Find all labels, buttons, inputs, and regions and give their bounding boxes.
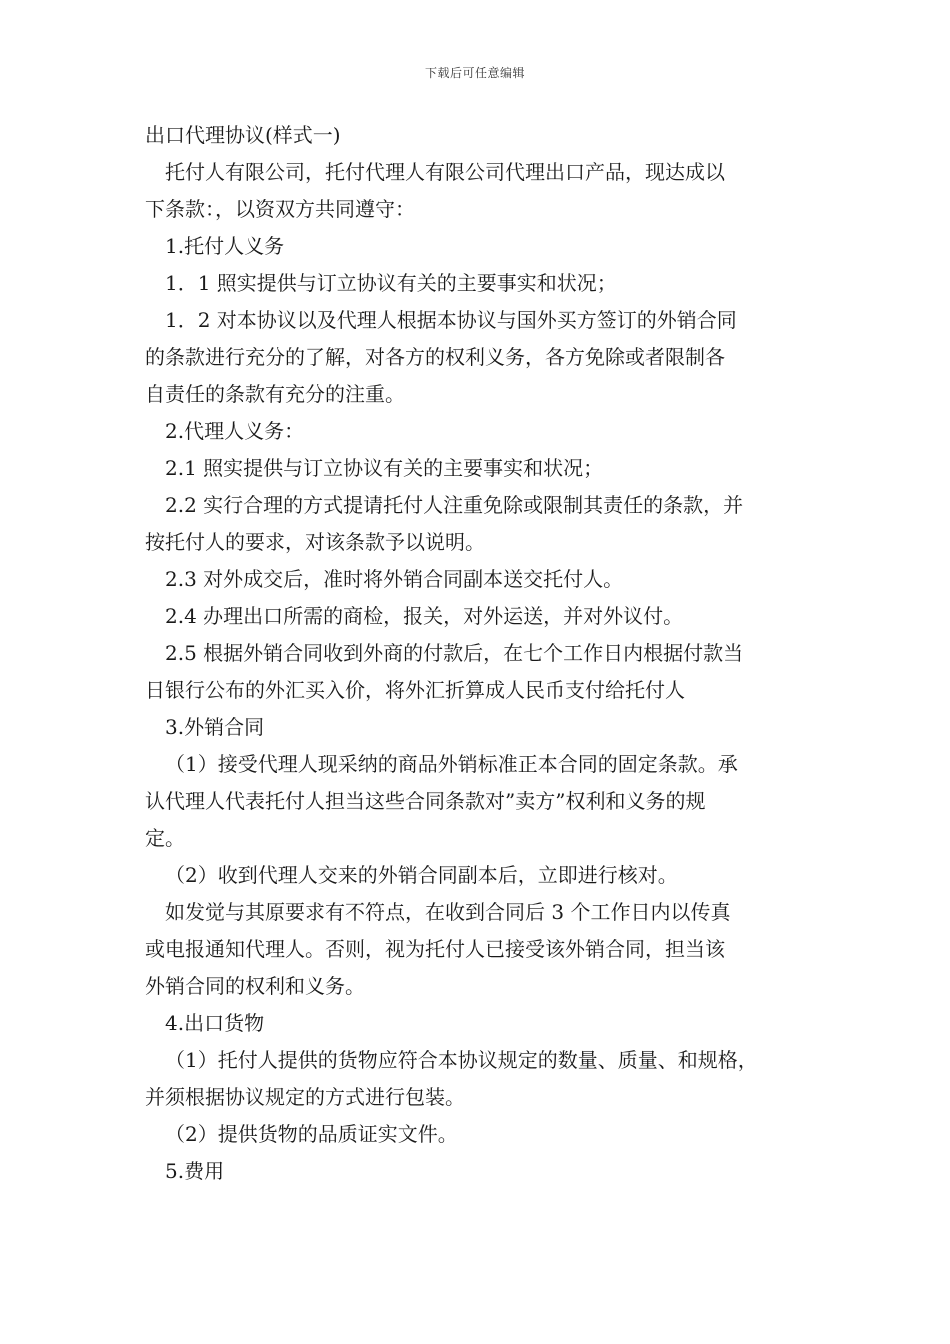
paragraph-line: （2）收到代理人交来的外销合同副本后，立即进行核对。 (165, 863, 678, 887)
paragraph-line: 2.3 对外成交后，准时将外销合同副本送交托付人。 (165, 567, 624, 591)
paragraph-line: 5.费用 (165, 1159, 225, 1183)
paragraph-line: 外销合同的权利和义务。 (145, 974, 365, 998)
paragraph-line: 或电报通知代理人。否则，视为托付人已接受该外销合同，担当该 (145, 937, 725, 961)
document-body (145, 117, 815, 1190)
paragraph-line: 自责任的条款有充分的注重。 (145, 382, 405, 406)
paragraph-line: （2）提供货物的品质证实文件。 (165, 1122, 458, 1146)
paragraph-line: 2.5 根据外销合同收到外商的付款后，在七个工作日内根据付款当 (165, 641, 744, 665)
paragraph-line: 定。 (145, 826, 185, 850)
paragraph-line: 2.4 办理出口所需的商检，报关，对外运送，并对外议付。 (165, 604, 684, 628)
paragraph-line: 托付人有限公司，托付代理人有限公司代理出口产品，现达成以 (165, 160, 725, 184)
paragraph-line: 如发觉与其原要求有不符点，在收到合同后 3 个工作日内以传真 (165, 900, 731, 924)
paragraph-line: 1.托付人义务 (165, 234, 285, 258)
paragraph-line: 按托付人的要求，对该条款予以说明。 (145, 530, 485, 554)
paragraph-line: 2.2 实行合理的方式提请托付人注重免除或限制其责任的条款，并 (165, 493, 744, 517)
paragraph-line: 2.代理人义务： (165, 419, 305, 443)
page-header: 下载后可任意编辑 (424, 66, 525, 80)
paragraph-line: 1．2 对本协议以及代理人根据本协议与国外买方签订的外销合同 (165, 308, 737, 332)
paragraph-line: 3.外销合同 (165, 715, 265, 739)
paragraph-line: 下条款：，以资双方共同遵守： (145, 197, 415, 221)
paragraph-line: （1）接受代理人现采纳的商品外销标准正本合同的固定条款。承 (165, 752, 738, 776)
paragraph-line: （1）托付人提供的货物应符合本协议规定的数量、质量、和规格， (165, 1048, 758, 1072)
document-title: 出口代理协议(样式一) (145, 123, 341, 147)
paragraph-line: 4.出口货物 (165, 1011, 265, 1035)
paragraph-line: 的条款进行充分的了解，对各方的权利义务，各方免除或者限制各 (145, 345, 725, 369)
paragraph-line: 2.1 照实提供与订立协议有关的主要事实和状况； (165, 456, 604, 480)
paragraph-line: 认代理人代表托付人担当这些合同条款对”卖方”权利和义务的规 (145, 789, 706, 813)
paragraph-line: 日银行公布的外汇买入价，将外汇折算成人民币支付给托付人 (145, 678, 685, 702)
paragraph-line: 1．1 照实提供与订立协议有关的主要事实和状况； (165, 271, 617, 295)
paragraph-line: 并须根据协议规定的方式进行包装。 (145, 1085, 465, 1109)
